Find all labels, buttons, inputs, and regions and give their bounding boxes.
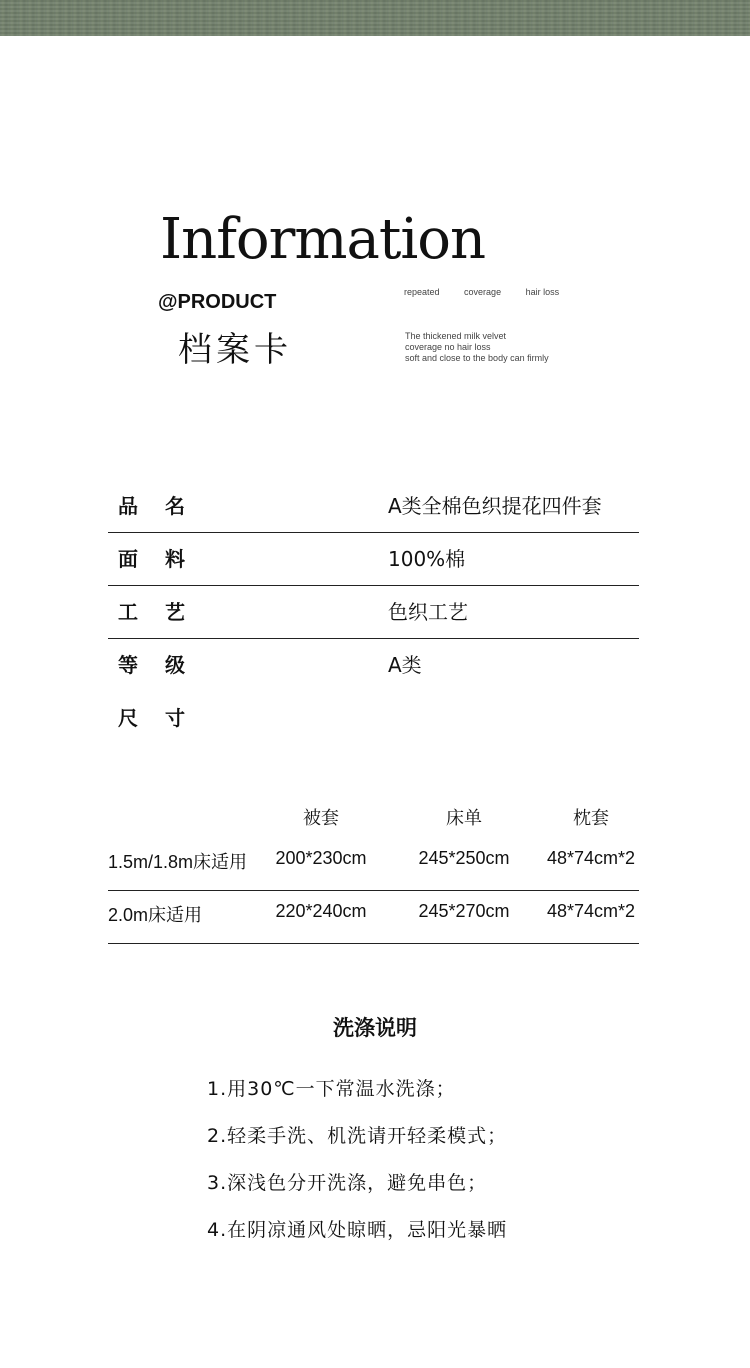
info-value: 色织工艺: [388, 600, 468, 624]
wash-instructions-list: [207, 1073, 507, 1261]
archive-card-title: 档案卡: [178, 330, 292, 370]
keyword: coverage: [464, 287, 502, 297]
blurb-line: coverage no hair loss: [405, 342, 491, 352]
info-row-name: [108, 480, 639, 533]
bed-size-cell: 1.5m/1.8m床适用: [108, 852, 248, 872]
info-row-size: [108, 692, 639, 745]
info-label: 等级: [118, 653, 212, 677]
bed-size-cell: 2.0m床适用: [108, 905, 203, 925]
table-row: 1.5m/1.8m床适用 200*230cm 245*250cm 48*74cm*2: [108, 838, 639, 891]
page-title: Information: [160, 207, 486, 272]
product-info-table: [108, 480, 639, 745]
keyword-list: [404, 287, 581, 297]
info-label: 面料: [118, 547, 212, 571]
info-label: 尺寸: [118, 706, 212, 730]
info-value: A类: [388, 653, 422, 677]
info-row-grade: [108, 639, 639, 692]
product-tag: @PRODUCT: [158, 291, 277, 313]
size-table: [108, 796, 639, 944]
list-item: 2.轻柔手洗、机洗请开轻柔模式；: [207, 1125, 508, 1147]
info-value: A类全棉色织提花四件套: [388, 494, 602, 518]
info-value: 100%棉: [388, 547, 466, 571]
list-item: 4.在阴凉通风处晾晒，忌阳光暴晒: [207, 1219, 508, 1241]
wash-instructions-title: 洗涤说明: [333, 1016, 417, 1040]
blurb-line: soft and close to the body can firmly: [405, 353, 549, 363]
size-table-header: 被套 床单 枕套: [303, 808, 609, 828]
info-row-fabric: [108, 533, 639, 586]
list-item: 3.深浅色分开洗涤，避免串色；: [207, 1172, 488, 1194]
table-row: 2.0m床适用 220*240cm 245*270cm 48*74cm*2: [108, 891, 639, 944]
info-label: 工艺: [118, 600, 212, 624]
blurb-line: The thickened milk velvet: [405, 331, 507, 341]
fabric-photo-strip: [0, 0, 750, 36]
keyword: repeated: [404, 287, 440, 297]
keyword: hair loss: [525, 287, 560, 297]
list-item: 1.用30℃一下常温水洗涤；: [207, 1078, 456, 1100]
product-blurb: [405, 331, 549, 364]
info-label: 品名: [118, 494, 212, 518]
info-row-craft: [108, 586, 639, 639]
